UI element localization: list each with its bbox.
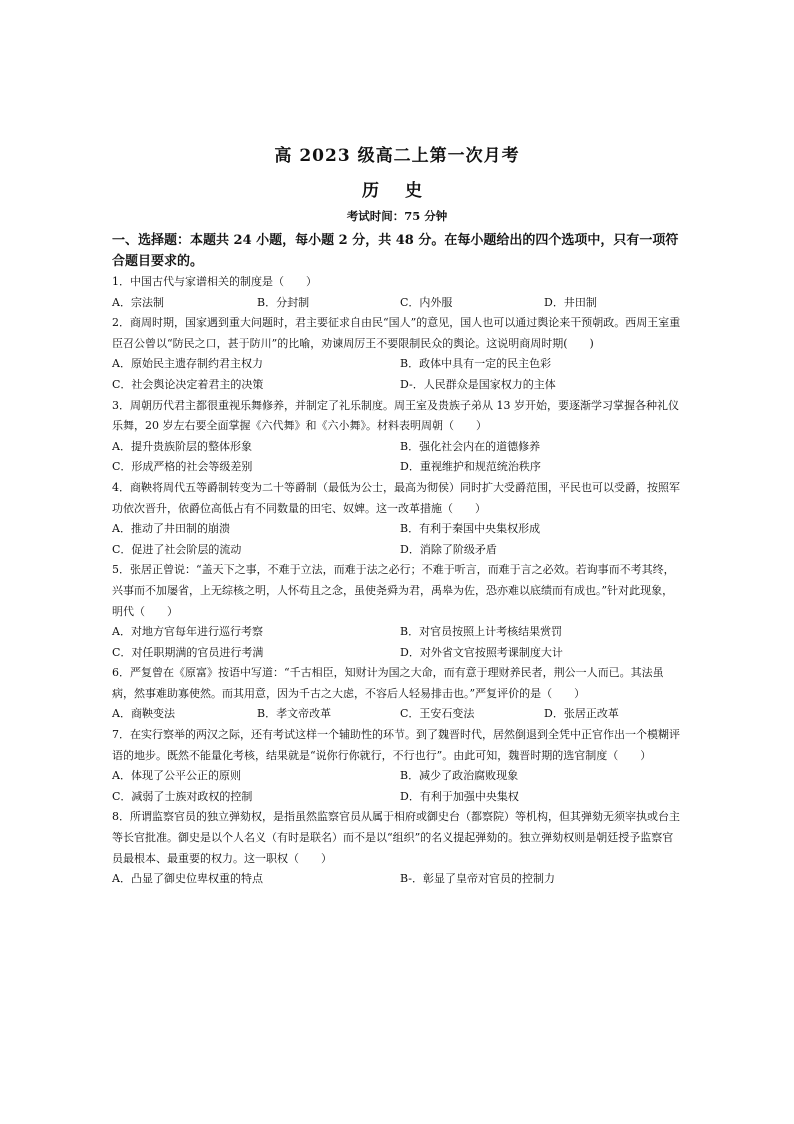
option-d: D．张居正改革 <box>544 707 619 721</box>
option-c: C．社会舆论决定着君主的决策 <box>112 377 264 391</box>
question-8 <box>112 807 684 889</box>
option-c: C．内外服 <box>400 295 453 309</box>
option-row <box>112 766 684 787</box>
question-stem: 3．周朝历代君主都很重视乐舞修养，并制定了礼乐制度。周王室及贵族子弟从 13 岁开始，要逐渐学习掌握各种礼仪乐舞，20 岁左右要全面掌握《六代舞》和《六小舞》。材料表明周朝（ ） <box>112 398 679 433</box>
question-stem: 5．张居正曾说：“盖天下之事，不难于立法，而难于法之必行；不难于听言，而难于言之必效。若询事而不考其终，兴事而不加屡省，上无综核之明，人怀苟且之念，虽使尧舜为君，禹皋为佐，恐亦难以底绩而有成也。”针对此现象，明代（ ） <box>112 563 675 618</box>
option-row <box>112 704 684 725</box>
section-heading: 一、选择题：本题共 24 小题，每小题 2 分，共 48 分。在每小题给出的四个选项中，只有一项符合题目要求的。 <box>112 233 679 269</box>
option-d: D．重视维护和规范统治秩序 <box>400 460 541 474</box>
option-a: A．提升贵族阶层的整体形象 <box>112 439 252 453</box>
subject-title: 历 史 <box>362 181 432 201</box>
option-c: C．王安石变法 <box>400 707 475 721</box>
option-b: B．分封制 <box>257 295 310 309</box>
option-b: B．对官员按照上计考核结果赏罚 <box>400 625 563 639</box>
question-stem: 2．商周时期，国家遇到重大问题时，君主要征求自由民“国人”的意见，国人也可以通过舆论来干预朝政。西周王室重臣召公曾以“防民之口，甚于防川”的比喻，劝谏周厉王不要限制民众的舆论。这说明商周时期( ) <box>112 316 681 350</box>
option-row <box>112 787 684 808</box>
option-c: C．形成严格的社会等级差别 <box>112 460 253 474</box>
question-3 <box>112 396 684 478</box>
option-b: B．强化社会内在的道德修养 <box>400 439 541 453</box>
question-stem: 4．商鞅将周代五等爵制转变为二十等爵制（最低为公士，最高为彻侯）同时扩大受爵范围，平民也可以受爵，按照军功依次晋升，依爵位高低占有不同数量的田宅、奴婢。这一改革措施（ ） <box>112 480 680 515</box>
exam-time: 考试时间：75 分钟 <box>346 209 448 223</box>
option-b: B-．彰显了皇帝对官员的控制力 <box>400 872 556 886</box>
question-stem: 6．严复曾在《原富》按语中写道：“千古相臣，知财计为国之大命，而有意于理财养民者，荆公一人而已。其法虽病，然事难助寡使然。而其用意，因为千古之大虑，不容后人轻易排击也。”严复评价的是（ ） <box>112 666 664 700</box>
option-row <box>112 375 684 396</box>
option-row <box>112 457 684 478</box>
option-d: D．对外省文官按照考课制度大计 <box>400 645 563 659</box>
option-b: B．减少了政治腐败现象 <box>400 769 519 783</box>
option-a: A．对地方官每年进行巡行考察 <box>112 625 263 639</box>
option-a: A．原始民主遗存制约君主权力 <box>112 357 263 371</box>
option-a: A．宗法制 <box>112 295 164 309</box>
option-b: B．政体中具有一定的民主色彩 <box>400 357 552 371</box>
question-6 <box>112 663 684 725</box>
question-4 <box>112 478 684 560</box>
question-stem: 1．中国古代与家谱相关的制度是（ ） <box>112 275 317 288</box>
option-c: C．促进了社会阶层的流动 <box>112 542 242 556</box>
option-row <box>112 643 684 664</box>
option-d: D-．人民群众是国家权力的主体 <box>400 377 556 391</box>
option-a: A．体现了公平公正的原则 <box>112 769 241 783</box>
option-d: D．消除了阶级矛盾 <box>400 542 497 556</box>
question-stem: 8．所谓监察官员的独立弹劾权，是指虽然监察官员从属于相府或御史台（都察院）等机构，但其弹劾无须宰执或台主等长官批准。御史是以个人名义（有时是联名）而不是以“组织”的名义提起弹劾的。独立弹劾权则是朝廷授予监察官员最根本、最重要的权力。这一职权（ ） <box>112 810 680 865</box>
question-2 <box>112 313 684 395</box>
option-row <box>112 622 684 643</box>
option-row <box>112 354 684 375</box>
option-b: B．有利于秦国中央集权形成 <box>400 522 541 536</box>
option-row <box>112 519 684 540</box>
option-c: C．对任职期满的官员进行考满 <box>112 645 264 659</box>
question-5 <box>112 560 684 663</box>
option-row <box>112 437 684 458</box>
option-b: B．孝文帝改革 <box>257 707 332 721</box>
option-c: C．减弱了士族对政权的控制 <box>112 789 253 803</box>
question-7 <box>112 725 684 807</box>
question-list <box>112 272 684 890</box>
option-row <box>112 869 684 890</box>
question-1 <box>112 272 684 313</box>
option-a: A．推动了井田制的崩溃 <box>112 522 230 536</box>
exam-title: 高 2023 级高二上第一次月考 <box>274 146 520 166</box>
option-a: A．商鞅变法 <box>112 707 175 721</box>
question-stem: 7．在实行察举的两汉之际，还有考试这样一个辅助性的环节。到了魏晋时代，居然倒退到全凭中正官作出一个模糊评语的地步。既然不能量化考核，结果就是“说你行你就行，不行也行”。由此可知，魏晋时期的选官制度（ ） <box>112 728 680 762</box>
option-row <box>112 540 684 561</box>
option-a: A．凸显了御史位卑权重的特点 <box>112 872 263 886</box>
option-d: D．有利于加强中央集权 <box>400 789 519 803</box>
option-row <box>112 293 684 314</box>
option-d: D．井田制 <box>544 295 597 309</box>
